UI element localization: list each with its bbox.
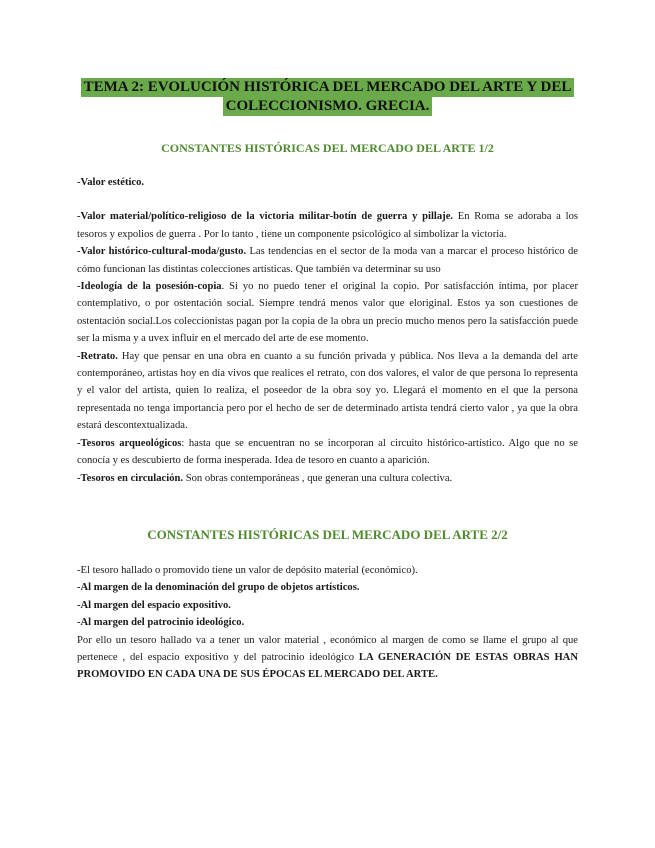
closing-text: Por ello un tesoro hallado va a tener un valor material , económico al margen de como se llame el grupo al que pertenece , del espacio expositivo y del patrocinio ideológico	[77, 634, 578, 664]
section-1-heading: CONSTANTES HISTÓRICAS DEL MERCADO DEL ARTE 1/2	[161, 141, 494, 155]
item-label: -Valor material/político-religioso de la victoria militar-botín de guerra y pillaje.	[77, 211, 454, 223]
title-line-2: COLECCIONISMO. GRECIA.	[223, 97, 433, 116]
item-label: -Al margen de la denominación del grupo de objetos artísticos.	[77, 582, 360, 594]
item-label: -Retrato.	[77, 350, 118, 362]
item-label: -Tesoros arqueológicos	[77, 437, 182, 449]
item-text: En Roma se adoraba a los tesoros y expolios de guerra . Por lo tanto , tiene un componente psicológico al simbolizar la victoria.	[77, 211, 578, 240]
paragraph-valor-material	[77, 208, 578, 243]
paragraph-valor-historico	[77, 243, 578, 278]
closing-bold: LA GENERACIÓN DE ESTAS OBRAS HAN PROMOVIDO EN CADA UNA DE SUS ÉPOCAS EL MERCADO DEL ARTE.	[77, 652, 578, 681]
paragraph-closing	[77, 632, 578, 684]
item-label: -Al margen del patrocinio ideológico.	[77, 617, 245, 629]
section-2-heading: CONSTANTES HISTÓRICAS DEL MERCADO DEL ARTE 2/2	[147, 527, 508, 542]
paragraph-retrato	[77, 348, 578, 435]
title-line-1: TEMA 2: EVOLUCIÓN HISTÓRICA DEL MERCADO DEL ARTE Y DEL	[81, 78, 575, 97]
paragraph-tesoros-arqueologicos	[77, 435, 578, 470]
paragraph-ideologia-copia	[77, 278, 578, 348]
item-label: -Tesoros en circulación.	[77, 472, 184, 484]
item-text: Las tendencias en el sector de la moda van a marcar el proceso histórico de cómo funcionan las distintas colecciones artísticas. Que también va determinar su uso	[77, 246, 578, 275]
item-label: -Valor estético.	[77, 177, 145, 188]
bold-item-espacio	[77, 597, 578, 614]
item-label: -Ideología de la posesión-copia	[77, 281, 222, 293]
bold-item-patrocinio	[77, 614, 578, 631]
paragraph-valor-estetico	[77, 174, 578, 191]
section-2-body	[77, 562, 578, 684]
section-1-body	[77, 174, 578, 487]
item-text: . Si yo no puedo tener el original la copio. Por satisfacción íntima, por placer contemplativo, o por ostentación social. Siempre tendrá menos valor que eloriginal. Estos ya son cuestiones de ostentación social.Los coleccionistas pagan por la copia de la obra un precio mucho menos pero la satisfacción puede ser la misma y a uvex influir en el mercado del arte de ese momento.	[77, 281, 578, 345]
bold-item-denominacion	[77, 579, 578, 596]
paragraph-tesoros-circulacion	[77, 470, 578, 487]
item-label: -Valor histórico-cultural-moda/gusto.	[77, 246, 247, 258]
paragraph-intro: -El tesoro hallado o promovido tiene un valor de depósito material (económico).	[77, 565, 418, 576]
item-label: -Al margen del espacio expositivo.	[77, 599, 231, 611]
item-text: Hay que pensar en una obra en cuanto a su función privada y pública. Nos lleva a la demanda del arte contemporáneo, artistas hoy en día vivos que realices el retrato, con dos valores, el valor de que persona lo representa y el valor del artista, quien lo realiza, el poseedor de la obra soy yo. Llegará el momento en el que la persona representada no tenga importancia pero por el hecho de ser de determinado artista tendrá cierto valor , ya que la obra estará descontextualizada.	[77, 350, 578, 432]
document-title	[0, 78, 655, 116]
item-text: Son obras contemporáneas , que generan una cultura colectiva.	[183, 472, 453, 484]
item-text: : hasta que se encuentran no se incorporan al circuito histórico-artístico. Algo que no se conocía y es descubierto de forma inesperada. Idea de tesoro en cuanto a aparición.	[77, 437, 578, 467]
